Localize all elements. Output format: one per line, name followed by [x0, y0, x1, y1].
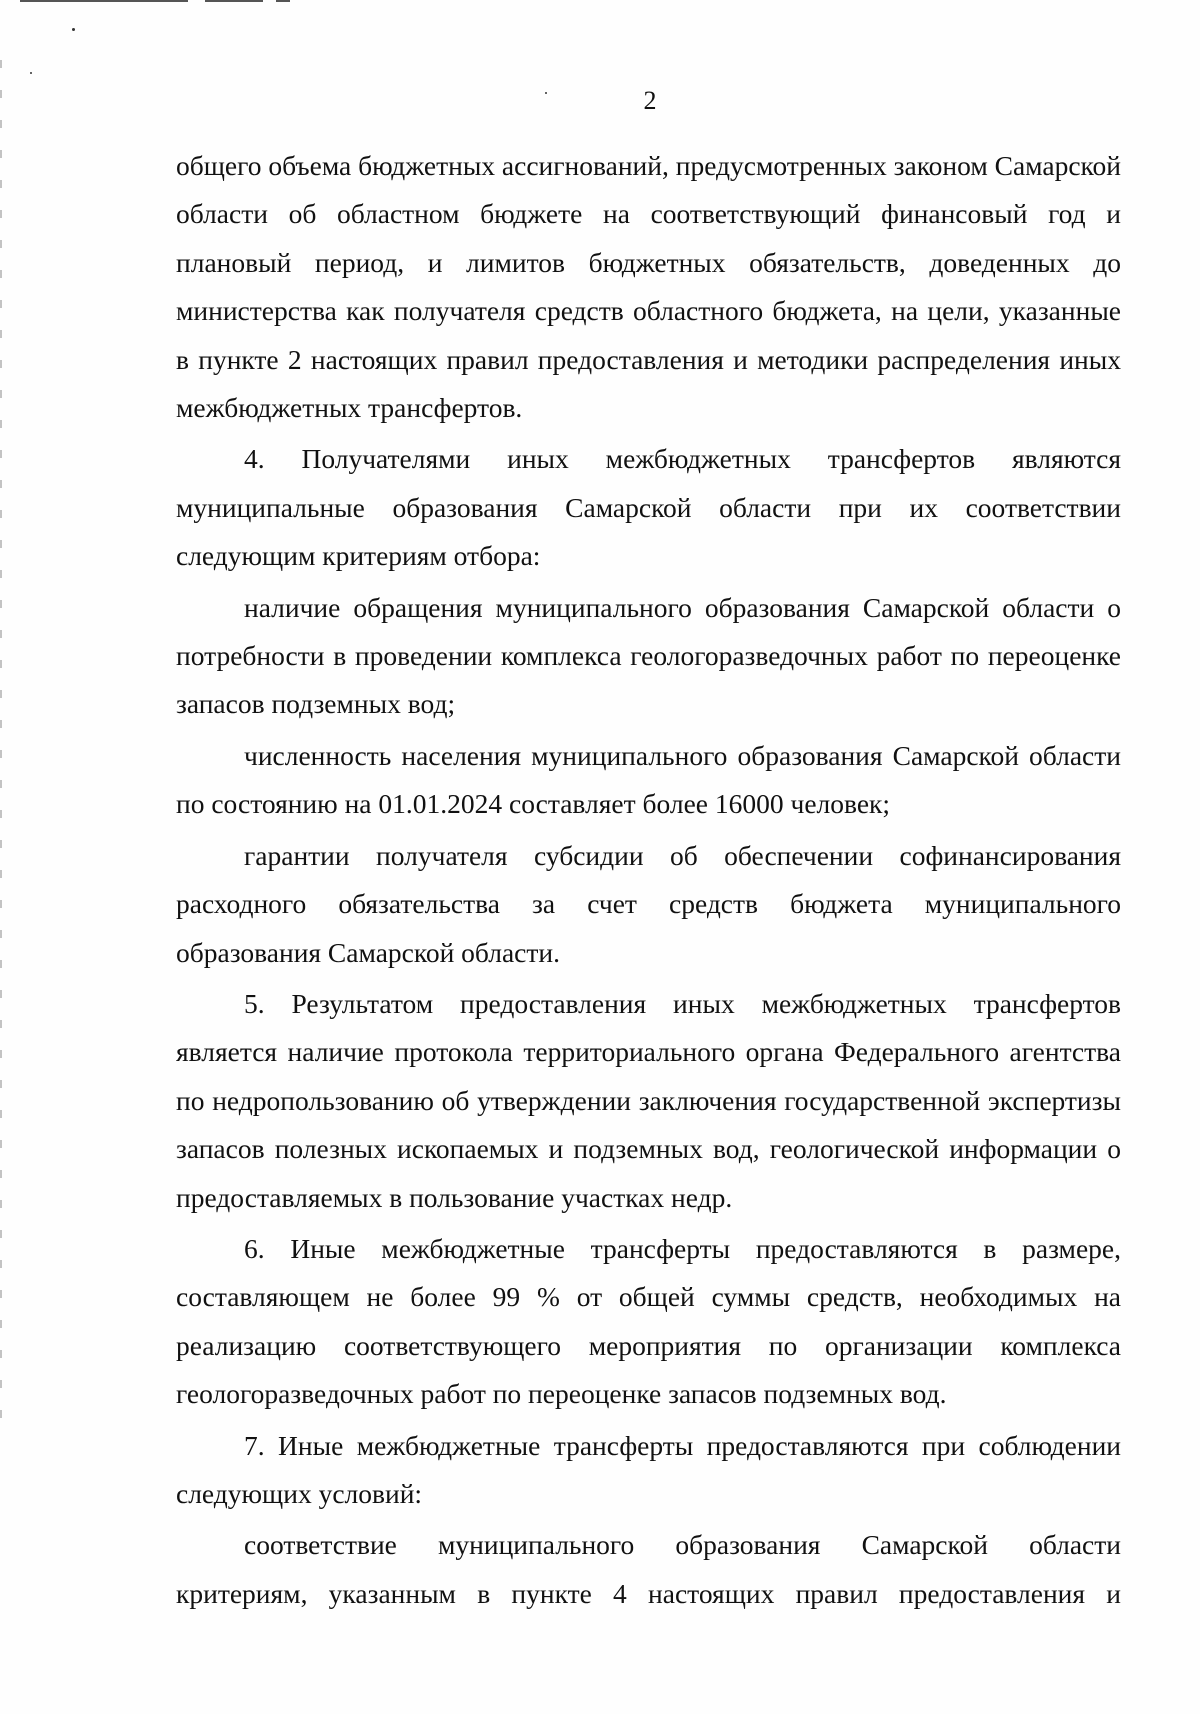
scan-top-marks — [0, 0, 320, 4]
paragraph: соответствие муниципального образования Самарской области критериям, указанным в пункте 4 настоящих правил предоставления и — [176, 1529, 1121, 1609]
scan-speck — [30, 72, 32, 74]
scan-speck — [72, 28, 75, 31]
paragraph: 5. Результатом предоставления иных межбюджетных трансфертов является наличие протокола территориального органа Федерального агентства по недропользованию об утверждении заключения государственной экспертизы запасов полезных ископаемых и подземных вод, геологической информации о предоставляемых в пользование участках недр. — [176, 987, 1121, 1213]
paragraph: гарантии получателя субсидии об обеспечении софинансирования расходного обязательства за счет средств бюджета муниципального образования Самарской области. — [176, 839, 1121, 968]
paragraph: 7. Иные межбюджетные трансферты предоставляются при соблюдении следующих условий: — [176, 1429, 1121, 1509]
paragraph: общего объема бюджетных ассигнований, предусмотренных законом Самарской области об областном бюджете на соответствующий финансовый год и плановый период, и лимитов бюджетных обязательств, доведенных до министерства как получателя средств областного бюджета, на цели, указанные в пункте 2 настоящих правил предоставления и методики распределения иных межбюджетных трансфертов. — [176, 150, 1121, 424]
paragraph: 6. Иные межбюджетные трансферты предоставляются в размере, составляющем не более 99 % от общей суммы средств, необходимых на реализацию соответствующего мероприятия по организации комплекса геологоразведочных работ по переоценке запасов подземных вод. — [176, 1232, 1121, 1410]
paragraph: 4. Получателями иных межбюджетных трансфертов являются муниципальные образования Самарской области при их соответствии следующим критериям отбора: — [176, 443, 1121, 572]
page-number: 2 — [643, 86, 657, 115]
paragraph: численность населения муниципального образования Самарской области по состоянию на 01.01.2024 составляет более 16000 человек; — [176, 739, 1121, 820]
document-body — [176, 142, 1121, 1621]
scan-left-edge — [0, 60, 2, 1420]
paragraph: наличие обращения муниципального образования Самарской области о потребности в проведении комплекса геологоразведочных работ по переоценке запасов подземных вод; — [176, 591, 1121, 720]
